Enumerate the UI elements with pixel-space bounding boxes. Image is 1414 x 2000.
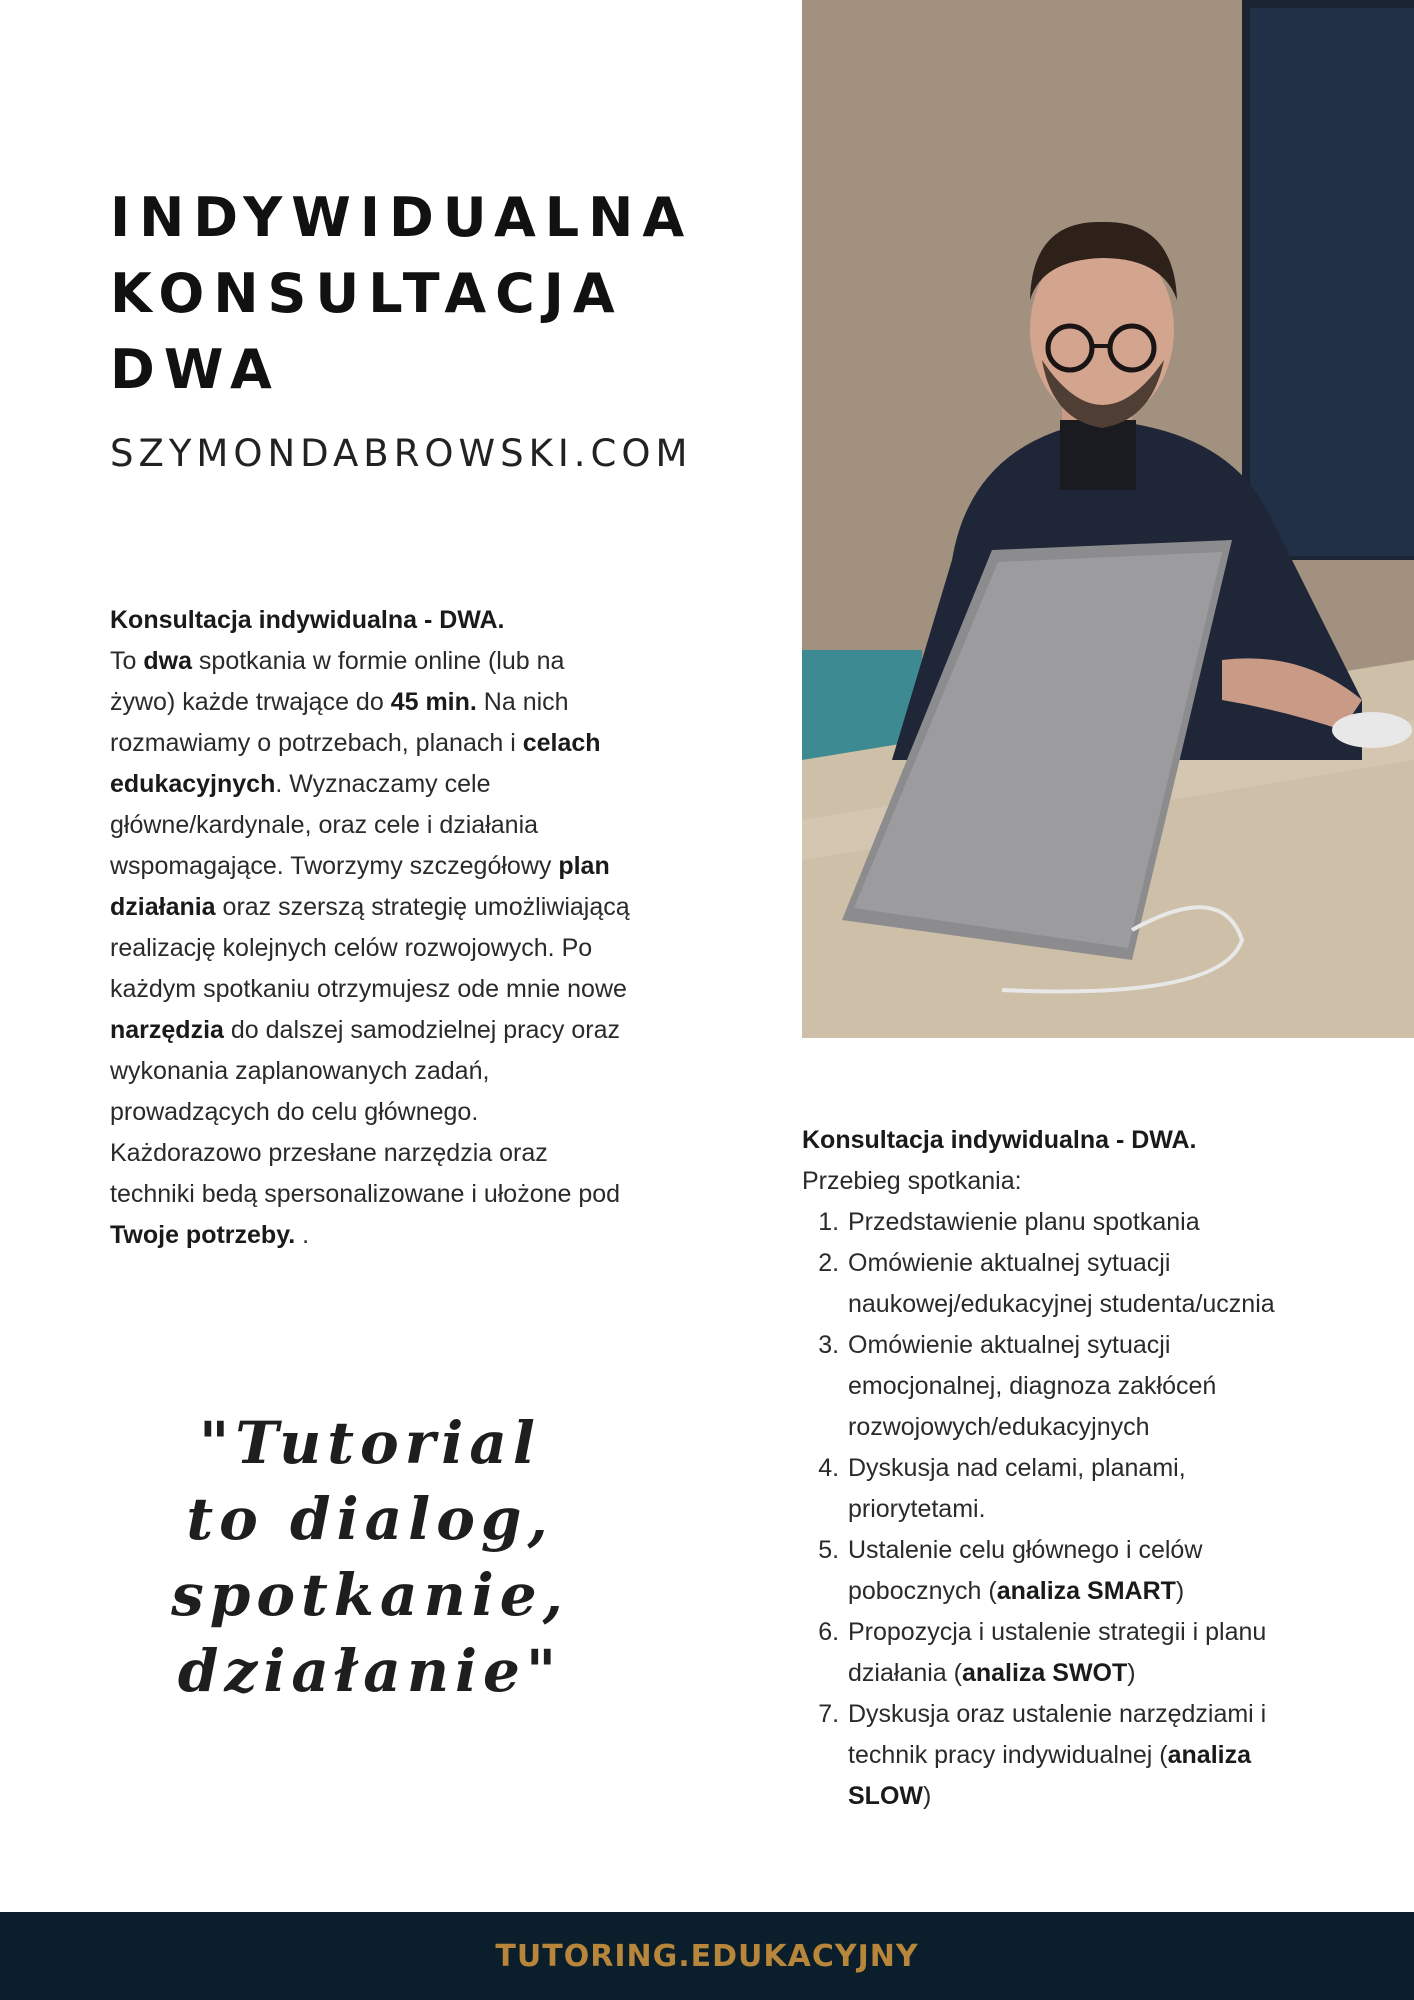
agenda-item-text: Ustalenie celu głównego i celów pobocznych (: [848, 1536, 1203, 1605]
agenda-item-after: ): [1175, 1577, 1185, 1605]
agenda-item-bold: analiza SMART: [996, 1577, 1176, 1605]
title-line-3: DWA: [110, 338, 281, 401]
intro-bold-celach: celach edukacyjnych: [110, 729, 601, 798]
portrait-photo: [802, 0, 1414, 1038]
quote-line-4: działanie": [177, 1637, 563, 1705]
page-title: [110, 180, 730, 408]
agenda-subheading: Przebieg spotkania:: [802, 1167, 1022, 1195]
intro-text-5: oraz szerszą strategię umożliwiającą realizację kolejnych celów rozwojowych. Po każdym spotkaniu otrzymujesz ode mnie nowe: [110, 893, 630, 1003]
intro-bold-dwa: dwa: [143, 647, 192, 675]
quote-block: [150, 1405, 590, 1709]
footer-brand: TUTORING.EDUKACYJNY: [495, 1938, 919, 1974]
quote-line-3: spotkanie,: [171, 1561, 569, 1629]
agenda-block: [802, 1120, 1322, 1817]
intro-bold-potrzeby: Twoje potrzeby.: [110, 1221, 296, 1249]
intro-paragraph: [110, 641, 630, 1256]
agenda-item-text: Dyskusja oraz ustalenie narzędziami i technik pracy indywidualnej (: [848, 1700, 1267, 1769]
agenda-item: [846, 1325, 1322, 1448]
agenda-heading: Konsultacja indywidualna - DWA.: [802, 1126, 1197, 1154]
agenda-item-bold: analiza SLOW: [848, 1741, 1251, 1810]
agenda-item: [846, 1243, 1322, 1325]
title-line-1: INDYWIDUALNA: [110, 186, 694, 249]
agenda-item-text: Propozycja i ustalenie strategii i planu działania (: [848, 1618, 1267, 1687]
agenda-item-text: Przedstawienie planu spotkania: [848, 1208, 1200, 1236]
agenda-item-text: Dyskusja nad celami, planami, priorytetami.: [848, 1454, 1186, 1523]
title-line-2: KONSULTACJA: [110, 262, 624, 325]
intro-text-3: Na nich rozmawiamy o potrzebach, planach i: [110, 688, 569, 757]
agenda-item: [846, 1530, 1322, 1612]
agenda-list: [802, 1202, 1322, 1817]
agenda-item-text: Omówienie aktualnej sytuacji naukowej/edukacyjnej studenta/ucznia: [848, 1249, 1275, 1318]
agenda-item: [846, 1448, 1322, 1530]
agenda-item-bold: analiza SWOT: [961, 1659, 1128, 1687]
intro-text-4: . Wyznaczamy cele główne/kardynale, oraz cele i działania wspomagające. Tworzymy szczegółowy: [110, 770, 559, 880]
intro-bold-45min: 45 min.: [390, 688, 477, 716]
intro-text-7: .: [295, 1221, 310, 1249]
intro-text-1: To: [110, 647, 144, 675]
intro-bold-plan: plan działania: [110, 852, 610, 921]
intro-bold-narzedzia: narzędzia: [110, 1016, 224, 1044]
intro-text-2: spotkania w formie online (lub na żywo) każde trwające do: [110, 647, 565, 716]
agenda-item-text: Omówienie aktualnej sytuacji emocjonalnej, diagnoza zakłóceń rozwojowych/edukacyjnych: [848, 1331, 1217, 1441]
intro-text-block: [110, 600, 630, 1256]
website-label: SZYMONDABROWSKI.COM: [110, 432, 693, 475]
agenda-item-after: ): [923, 1782, 932, 1810]
intro-heading: Konsultacja indywidualna - DWA.: [110, 606, 505, 634]
intro-text-6: do dalszej samodzielnej pracy oraz wykonania zaplanowanych zadań, prowadzących do celu głównego. Każdorazowo przesłane narzędzia oraz techniki bedą spersonalizowane i ułożone pod: [110, 1016, 621, 1208]
agenda-item: [846, 1694, 1322, 1817]
agenda-item: [846, 1202, 1322, 1243]
footer-bar: [0, 1912, 1414, 2000]
agenda-item-after: ): [1127, 1659, 1136, 1687]
agenda-item: [846, 1612, 1322, 1694]
portrait-illustration: [802, 0, 1414, 1038]
quote-line-1: "Tutorial: [199, 1409, 541, 1477]
quote-line-2: to dialog,: [186, 1485, 554, 1553]
